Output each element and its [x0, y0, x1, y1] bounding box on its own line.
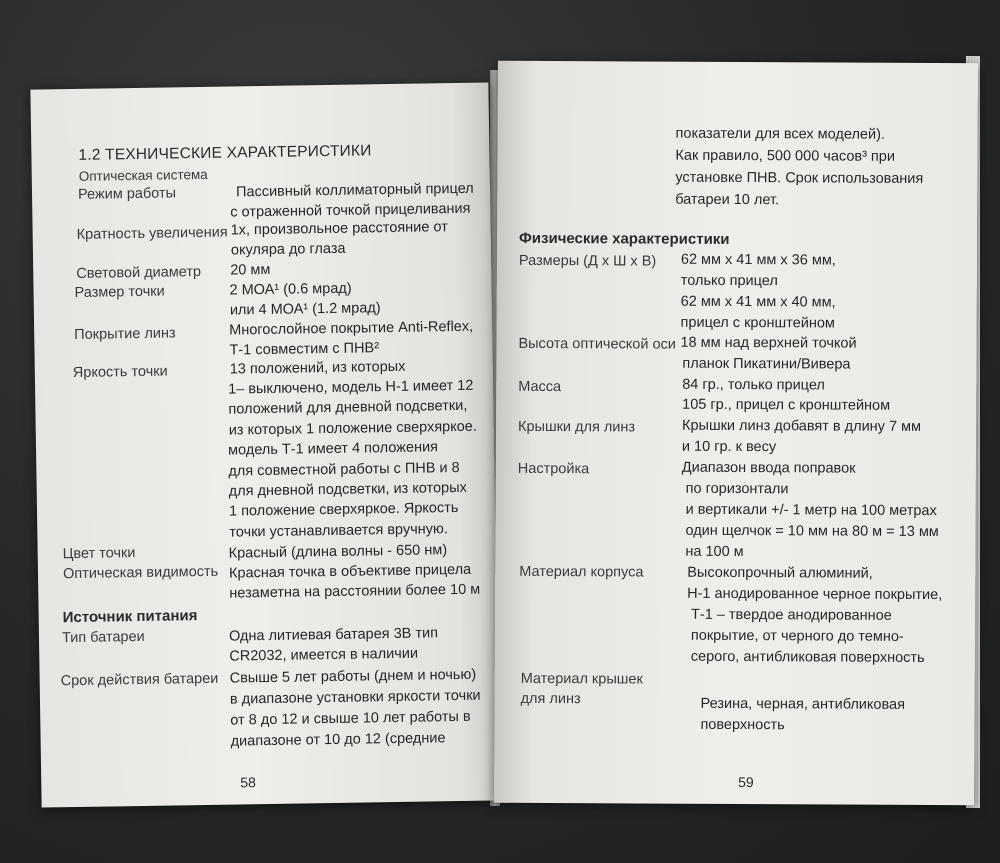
value-line: незаметна на расстоянии более 10 м: [229, 581, 481, 602]
value-line: Красная точка в объективе прицела: [228, 561, 472, 582]
value-line: точки устанавливается вручную.: [229, 521, 448, 541]
value-line: Н-1 анодированное черное покрытие,: [687, 585, 943, 604]
value-line: Свыше 5 лет работы (днем и ночью): [229, 666, 477, 687]
value-line: Высокопрочный алюминий,: [687, 564, 873, 582]
physical-header: Физические характеристики: [518, 229, 730, 248]
continuation-line: установке ПНВ. Срок использования: [675, 169, 924, 187]
value-line: Одна литиевая батарея 3В тип: [228, 625, 439, 645]
value-line: прицел с кронштейном: [680, 314, 835, 332]
value-line: 1х, произвольное расстояние от: [230, 219, 448, 239]
value-line: покрытие, от черного до темно-: [690, 627, 904, 645]
label-caps-material-2: для линз: [520, 690, 581, 708]
value-line: 13 положений, из которых: [229, 358, 406, 378]
label-body-material: Материал корпуса: [519, 563, 644, 581]
value-line: только прицел: [680, 272, 778, 290]
value-line: серого, антибликовая поверхность: [690, 648, 925, 666]
value-line: из которых 1 положение сверхяркое.: [228, 418, 477, 439]
value-line: на 100 м: [685, 543, 744, 561]
value-line: от 8 до 12 и свыше 10 лет работы в: [230, 708, 471, 729]
value-line: 2 МОА¹ (0.6 мрад): [229, 280, 352, 299]
continuation-line: показатели для всех моделей).: [675, 125, 885, 143]
value-line: Т-1 совместим с ПНВ²: [229, 340, 380, 359]
label-battery-life: Срок действия батареи: [60, 670, 219, 690]
value-line: Крышки линз добавят в длину 7 мм: [681, 417, 922, 435]
label-brightness: Яркость точки: [72, 363, 168, 382]
value-line: положений для дневной подсветки,: [228, 397, 468, 418]
value-line: 20 мм: [230, 261, 271, 279]
value-line: в диапазоне установки яркости точки: [229, 687, 481, 708]
label-mass: Масса: [518, 378, 562, 396]
value-line: Пассивный коллиматорный прицел: [235, 180, 474, 201]
label-lens-caps: Крышки для линз: [517, 418, 636, 436]
subtitle: Оптическая система: [78, 166, 208, 184]
continuation-line: Как правило, 500 000 часов³ при: [675, 147, 896, 165]
value-line: планок Пикатини/Вивера: [682, 355, 851, 373]
continuation-line: батареи 10 лет.: [675, 191, 780, 209]
page-number: 58: [240, 774, 256, 791]
value-line: для дневной подсветки, из которых: [228, 479, 467, 500]
label-caps-material: Материал крышек: [520, 670, 643, 688]
power-header: Источник питания: [62, 607, 198, 627]
label-axis-height: Высота оптической оси: [518, 335, 676, 353]
label-aperture: Световой диаметр: [76, 263, 202, 282]
value-line: CR2032, имеется в наличии: [229, 645, 419, 665]
value-line: и 10 гр. к весу: [681, 438, 777, 456]
left-page: [30, 82, 499, 807]
label-mode: Режим работы: [77, 185, 177, 203]
value-line: 84 гр., только прицел: [682, 376, 825, 394]
value-line: Резина, черная, антибликовая: [700, 695, 905, 713]
value-line: 18 мм над верхней точкой: [680, 334, 857, 352]
value-line: модель Т-1 имеет 4 положения: [227, 439, 439, 459]
value-line: диапазоне от 10 до 12 (средние: [230, 730, 446, 750]
value-line: по горизонтали: [685, 480, 789, 498]
value-line: окуляра до глаза: [230, 240, 346, 259]
value-line: один щелчок = 10 мм на 80 м = 13 мм: [685, 522, 939, 541]
value-line: 105 гр., прицел с кронштейном: [682, 396, 891, 414]
label-battery-type: Тип батареи: [61, 628, 145, 647]
value-line: Диапазон ввода поправок: [681, 459, 856, 477]
value-line: и вертикали +/- 1 метр на 100 метрах: [685, 501, 937, 520]
value-line: Красный (длина волны - 650 нм): [228, 542, 448, 562]
label-adjustment: Настройка: [517, 460, 590, 478]
value-line: или 4 МОА¹ (1.2 мрад): [229, 300, 381, 319]
value-line: 1 положение сверхяркое. Яркость: [228, 499, 459, 520]
section-title: 1.2 ТЕХНИЧЕСКИЕ ХАРАКТЕРИСТИКИ: [78, 142, 372, 164]
value-line: 1– выключено, модель Н-1 имеет 12: [227, 377, 474, 398]
value-line: с отраженной точкой прицеливания: [230, 200, 471, 221]
value-line: 62 мм х 41 мм х 40 мм,: [680, 293, 836, 311]
label-dot-color: Цвет точки: [62, 545, 136, 563]
page-number: 59: [738, 774, 754, 791]
label-dimensions: Размеры (Д х Ш х В): [518, 252, 657, 270]
value-line: 62 мм х 41 мм х 36 мм,: [680, 251, 836, 269]
value-line: для совместной работы с ПНВ и 8: [228, 459, 460, 480]
label-coating: Покрытие линз: [74, 325, 176, 343]
label-dot-size: Размер точки: [74, 283, 165, 301]
label-visibility: Оптическая видимость: [62, 563, 219, 583]
value-line: Многослойное покрытие Anti-Reflex,: [229, 318, 474, 339]
label-magnification: Кратность увеличения: [76, 224, 228, 243]
right-page: [494, 61, 978, 806]
value-line: поверхность: [700, 716, 785, 734]
value-line: Т-1 – твердое анодированное: [691, 606, 892, 624]
